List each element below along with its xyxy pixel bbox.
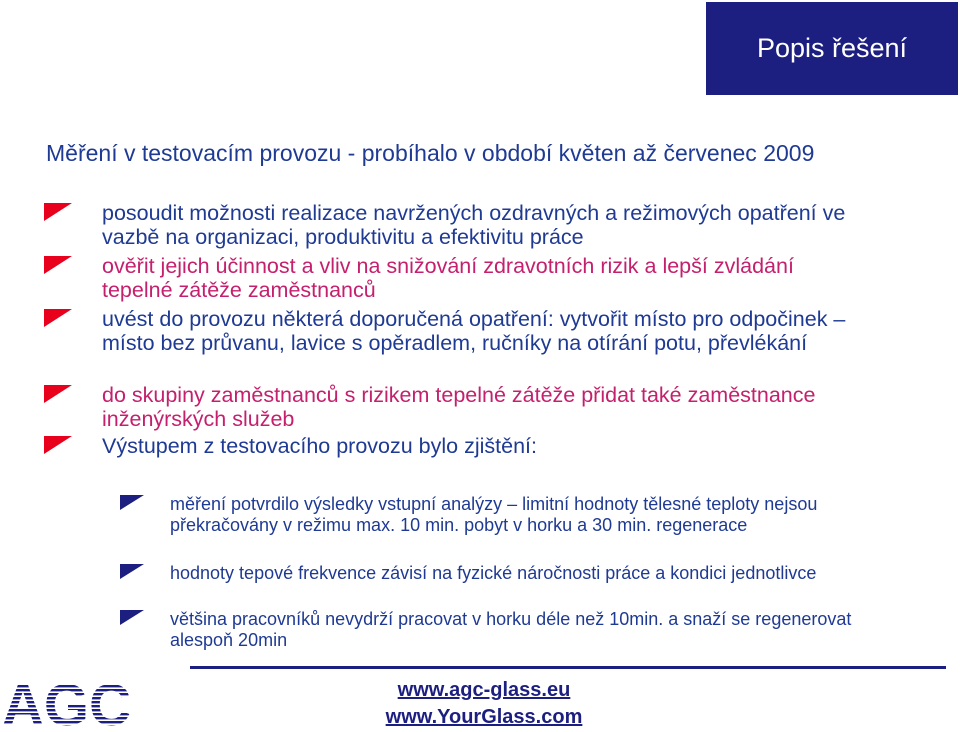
flag-bullet-icon: [44, 203, 72, 223]
flag-bullet-icon: [120, 495, 144, 512]
bullet-item: [102, 201, 862, 249]
flag-bullet-icon: [44, 256, 72, 276]
sub-bullet-text: většina pracovníků nevydrží pracovat v horku déle než 10min. a snaží se regenerovat alespoň 20min: [170, 609, 852, 650]
logo-text: AGC: [2, 673, 131, 731]
bullet-item: [102, 254, 862, 302]
link-yourglass[interactable]: www.YourGlass.com: [385, 706, 583, 728]
footer-divider: [190, 666, 946, 669]
sub-bullet-item: [170, 563, 900, 584]
bullet-text: uvést do provozu některá doporučená opatření: vytvořit místo pro odpočinek –místo bez průvanu, lavice s opěradlem, ručníky na otírání potu, převlékání: [102, 307, 846, 355]
sub-bullet-item: [170, 609, 900, 651]
flag-bullet-icon: [44, 385, 72, 405]
slide-title: Popis řešení: [756, 33, 908, 63]
bullet-item: [102, 434, 862, 458]
link-agc-glass[interactable]: www.agc-glass.eu: [397, 679, 571, 701]
bullet-text: ověřit jejich účinnost a vliv na snižování zdravotních rizik a lepší zvládání tepelné zátěže zaměstnanců: [102, 254, 794, 302]
sub-bullet-text: měření potvrdilo výsledky vstupní analýzy – limitní hodnoty tělesné teploty nejsou překračovány v režimu max. 10 min. pobyt v horku a 30 min. regenerace: [170, 494, 818, 535]
bullet-text: Výstupem z testovacího provozu bylo zjištění:: [102, 434, 537, 458]
flag-bullet-icon: [120, 564, 144, 581]
slide-subtitle: Měření v testovacím provozu - probíhalo v období květen až červenec 2009: [46, 140, 815, 166]
agc-logo: [2, 673, 144, 731]
bullet-item: [102, 307, 862, 355]
flag-bullet-icon: [44, 309, 72, 329]
flag-bullet-icon: [120, 610, 144, 627]
bullet-item: [102, 383, 862, 431]
flag-bullet-icon: [44, 436, 72, 456]
bullet-text: posoudit možnosti realizace navržených ozdravných a režimových opatření ve vazbě na organizaci, produktivitu a efektivitu práce: [102, 201, 846, 249]
sub-bullet-text: hodnoty tepové frekvence závisí na fyzické náročnosti práce a kondici jednotlivce: [170, 563, 817, 583]
bullet-text: do skupiny zaměstnanců s rizikem tepelné zátěže přidat také zaměstnance inženýrských služeb: [102, 383, 816, 431]
sub-bullet-item: [170, 494, 900, 536]
title-box: [706, 2, 958, 95]
